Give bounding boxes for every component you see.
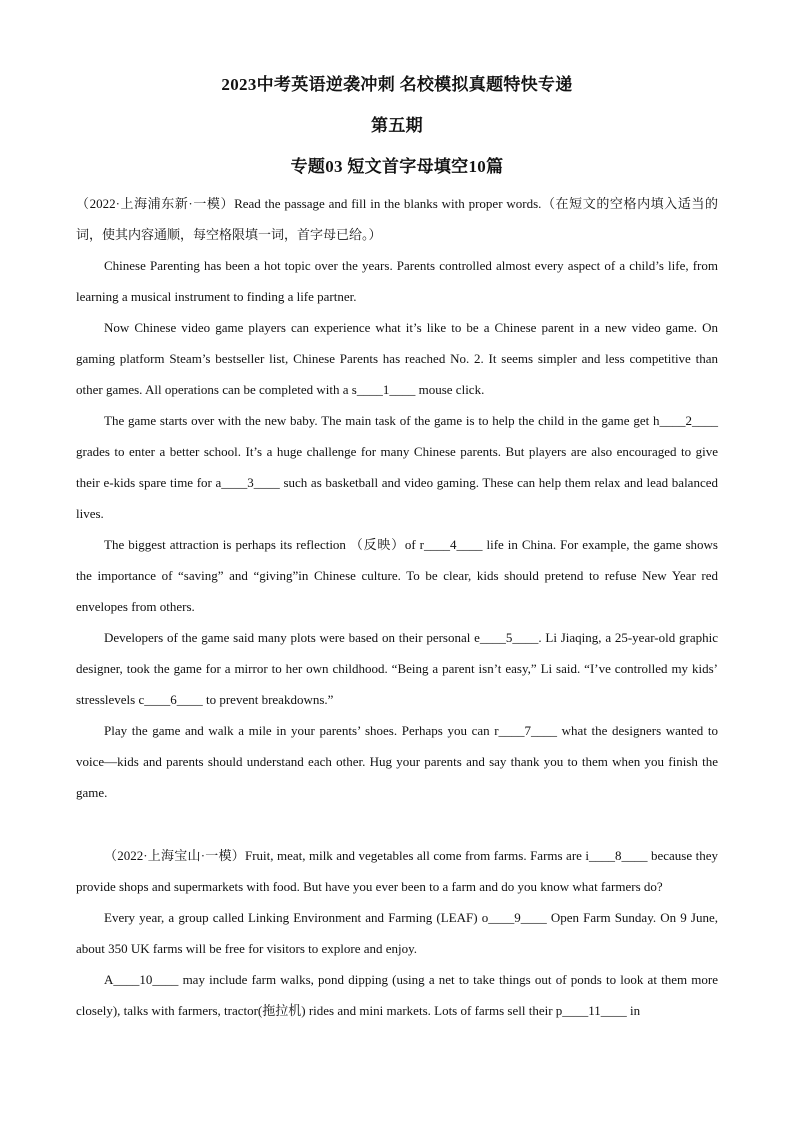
- document-body: [76, 188, 718, 1026]
- passage1-intro: （2022·上海浦东新·一模）Read the passage and fill in the blanks with proper words.（在短文的空格内填入适当的词，使其内容通顺，每空格限填一词，首字母已给。）: [76, 196, 718, 242]
- document-title: 2023中考英语逆袭冲刺 名校模拟真题特快专递: [221, 75, 573, 94]
- passage1-paragraph-2: Now Chinese video game players can experience what it’s like to be a Chinese parent in a new video game. On gaming platform Steam’s bestseller list, Chinese Parents has reached No. 2. It seems simpler and less competitive than other games. All operations can be completed with a s____1____ mouse click.: [76, 320, 718, 397]
- issue-number: 第五期: [371, 116, 423, 135]
- passage1-paragraph-1: Chinese Parenting has been a hot topic over the years. Parents controlled almost every aspect of a child’s life, from learning a musical instrument to finding a life partner.: [76, 258, 718, 304]
- passage-separator: [76, 808, 718, 840]
- topic-heading: 专题03 短文首字母填空10篇: [290, 157, 504, 176]
- passage1-paragraph-3: The game starts over with the new baby. The main task of the game is to help the child in the game get h____2____ grades to enter a better school. It’s a huge challenge for many Chinese parents. But players are also encouraged to give their e-kids spare time for a____3____ such as basketball and video gaming. These can help them relax and lead balanced lives.: [76, 413, 718, 521]
- passage1-paragraph-5: Developers of the game said many plots were based on their personal e____5____. Li Jiaqing, a 25-year-old graphic designer, took the game for a mirror to her own childhood. “Being a parent isn’t easy,” Li said. “I’ve controlled my kids’ stresslevels c____6____ to prevent breakdowns.”: [76, 630, 718, 707]
- passage1-paragraph-6: Play the game and walk a mile in your parents’ shoes. Perhaps you can r____7____ what the designers wanted to voice—kids and parents should understand each other. Hug your parents and say thank you to them when you finish the game.: [76, 723, 718, 800]
- passage2-paragraph-3: A____10____ may include farm walks, pond dipping (using a net to take things out of ponds to look at them more closely), talks with farmers, tractor(拖拉机) rides and mini markets. Lots of farms sell their p____11____ in: [76, 972, 718, 1018]
- passage1-paragraph-4: The biggest attraction is perhaps its reflection （反映）of r____4____ life in China. For example, the game shows the importance of “saving” and “giving”in Chinese culture. To be clear, kids should pretend to refuse New Year red envelopes from others.: [76, 537, 718, 614]
- passage2-paragraph-2: Every year, a group called Linking Environment and Farming (LEAF) o____9____ Open Farm Sunday. On 9 June, about 350 UK farms will be free for visitors to explore and enjoy.: [76, 910, 718, 956]
- passage2-paragraph-1: （2022·上海宝山·一模）Fruit, meat, milk and vegetables all come from farms. Farms are i____8____ because they provide shops and supermarkets with food. But have you ever been to a farm and do you know what farmers do?: [76, 848, 718, 894]
